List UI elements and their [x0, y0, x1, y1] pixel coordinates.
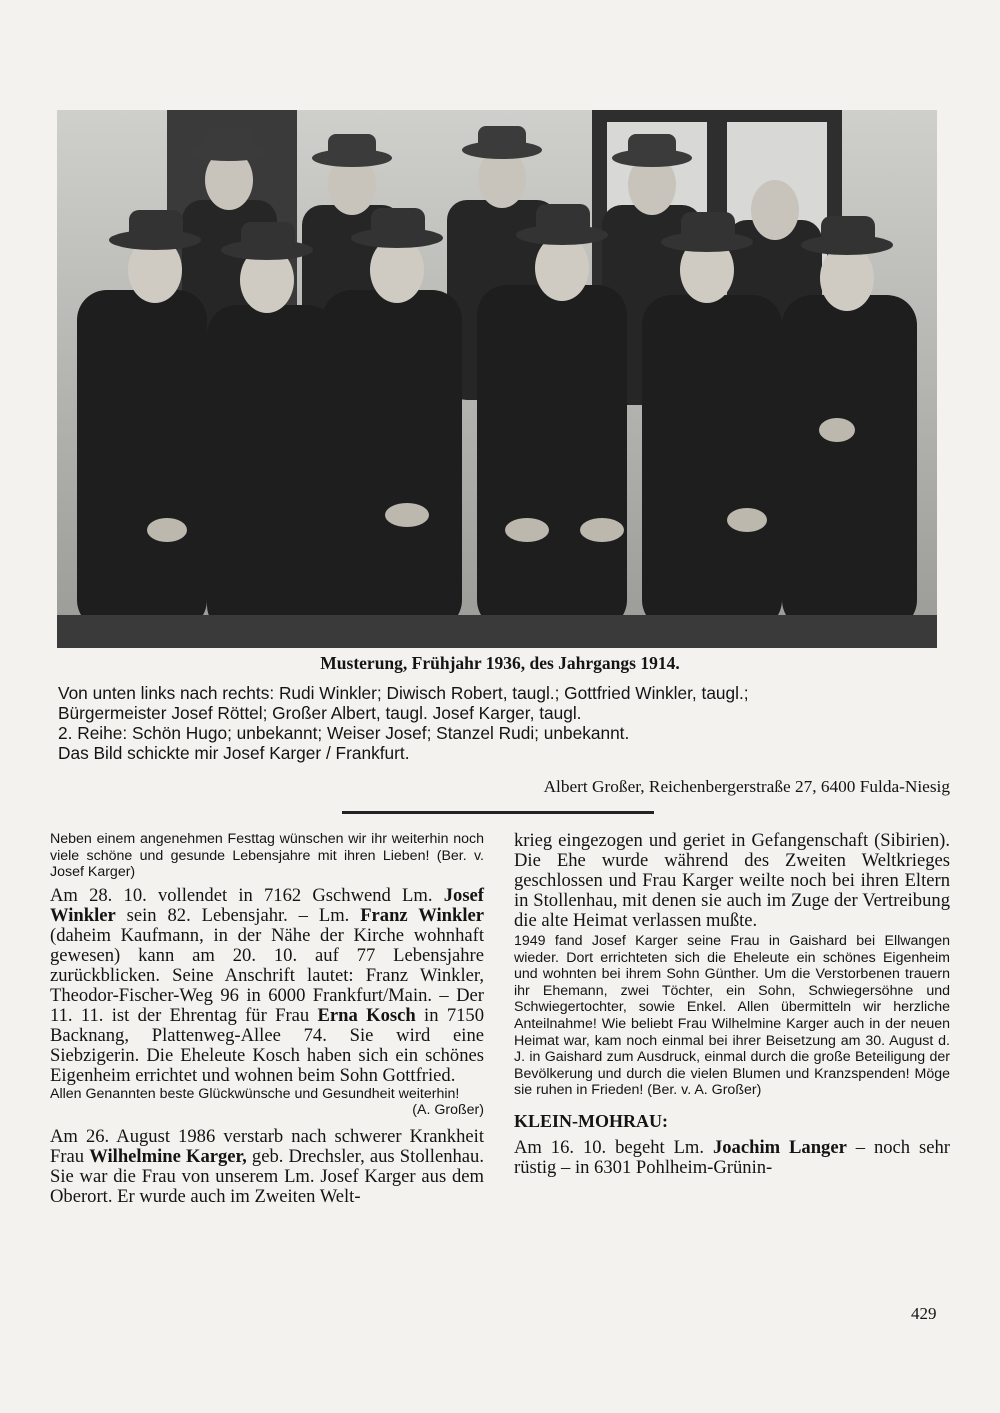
divider-rule	[342, 811, 654, 814]
caption-line: 2. Reihe: Schön Hugo; unbekannt; Weiser Josef; Stanzel Rudi; unbekannt.	[58, 723, 630, 743]
name-josef-winkler: Josef Winkler	[50, 884, 484, 926]
left-paragraph-2	[50, 886, 484, 1086]
caption-line: Das Bild schickte mir Josef Karger / Frankfurt.	[58, 743, 410, 763]
right-column	[514, 831, 950, 1178]
caption-line: Bürgermeister Josef Röttel; Großer Albert, taugl. Josef Karger, taugl.	[58, 703, 582, 723]
left-column	[50, 831, 484, 1207]
text-span: Am 26. August 1986 verstarb nach schwerer Krankheit Frau	[50, 1125, 484, 1167]
right-paragraph-3	[514, 1138, 950, 1178]
section-heading-klein-mohrau: KLEIN-MOHRAU:	[514, 1110, 668, 1131]
left-paragraph-1: Neben einem angenehmen Festtag wünschen wir ihr weiterhin noch viele schöne und gesunde Lebensjahre mit ihren Lieben! (Ber. v. Josef Karger)	[50, 831, 484, 881]
name-franz-winkler: Franz Winkler	[360, 904, 484, 926]
caption-line: Von unten links nach rechts: Rudi Winkler; Diwisch Robert, taugl.; Gottfried Winkler, taugl.;	[58, 683, 749, 703]
text-span: in 7150 Backnang, Plattenweg-Allee 74. Sie wird eine Siebzigerin. Die Eheleute Kosch haben sich ein schönes Eigenheim errichtet und wohnen beim Sohn Gottfried.	[50, 1004, 485, 1086]
text-span: geb. Drechsler, aus Stollenhau. Sie war die Frau von unserem Lm. Josef Karger aus dem Oberort. Er wurde auch im Zweiten Welt-	[50, 1145, 484, 1207]
left-paragraph-4	[50, 1127, 484, 1207]
greeting-signature: (A. Großer)	[412, 1102, 484, 1119]
text-span: sein 82. Lebensjahr. – Lm.	[115, 904, 361, 926]
photo-caption	[58, 683, 953, 763]
greeting-text: Allen Genannten beste Glückwünsche und Gesundheit weiterhin!	[50, 1085, 460, 1102]
right-paragraph-2: 1949 fand Josef Karger seine Frau in Gaishard bei Ellwangen wieder. Dort errichteten sich die Eheleute ein schönes Eigenheim und wohnten bei ihrem Sohn Günther. Um die Verstorbenen trauern ihr Ehemann, zwei Töchter, ein Sohn, Schwiegersöhne und Schwiegertochter, sowie Enkel. Allen übermitteln wir herzliche Anteilnahme! Wie beliebt Frau Wilhelmine Karger auch in der neuen Heimat war, kam noch einmal bei ihrer Beisetzung am 30. August d. J. in Gaishard zum Ausdruck, einmal durch die große Beteiligung der Bevölkerung und durch die vielen Blumen und Kranzspenden! Möge sie ruhen in Frieden! (Ber. v. A. Großer)	[514, 933, 950, 1099]
name-joachim-langer: Joachim Langer	[712, 1136, 847, 1158]
text-span: Am 28. 10. vollendet in 7162 Gschwend Lm.	[50, 884, 444, 906]
name-wilhelmine-karger: Wilhelmine Karger,	[89, 1145, 247, 1167]
group-photo-illustration	[57, 110, 937, 648]
text-span: (daheim Kaufmann, in der Nähe der Kirche wohnhaft gewesen) kann am 20. 10. auf 77 Lebensjahre zurückblicken. Seine Anschrift lautet: Franz Winkler, Theodor-Fischer-Weg 96 in 6000 Frankfurt/Main. – Der 11. 11. ist der Ehrentag für Frau	[50, 924, 484, 1026]
name-erna-kosch: Erna Kosch	[317, 1004, 416, 1026]
left-paragraph-3	[50, 1086, 484, 1103]
photo-caption-title: Musterung, Frühjahr 1936, des Jahrgangs 1914.	[320, 653, 680, 673]
greeting-signature-row	[50, 1102, 484, 1119]
caption-signature: Albert Großer, Reichenbergerstraße 27, 6400 Fulda-Niesig	[543, 777, 950, 796]
group-photo	[57, 110, 937, 648]
text-span: Am 16. 10. begeht Lm.	[514, 1136, 713, 1158]
right-paragraph-1: krieg eingezogen und geriet in Gefangenschaft (Sibirien). Die Ehe wurde während des Zweiten Weltkrieges geschlossen und Frau Karger weilte noch bei ihren Eltern in Stollenhau, mit denen sie auch im Zuge der Vertreibung die alte Heimat verlassen mußte.	[514, 830, 950, 931]
text-span: – noch sehr rüstig – in 6301 Pohlheim-Grünin-	[514, 1136, 950, 1178]
page-number: 429	[911, 1304, 937, 1323]
